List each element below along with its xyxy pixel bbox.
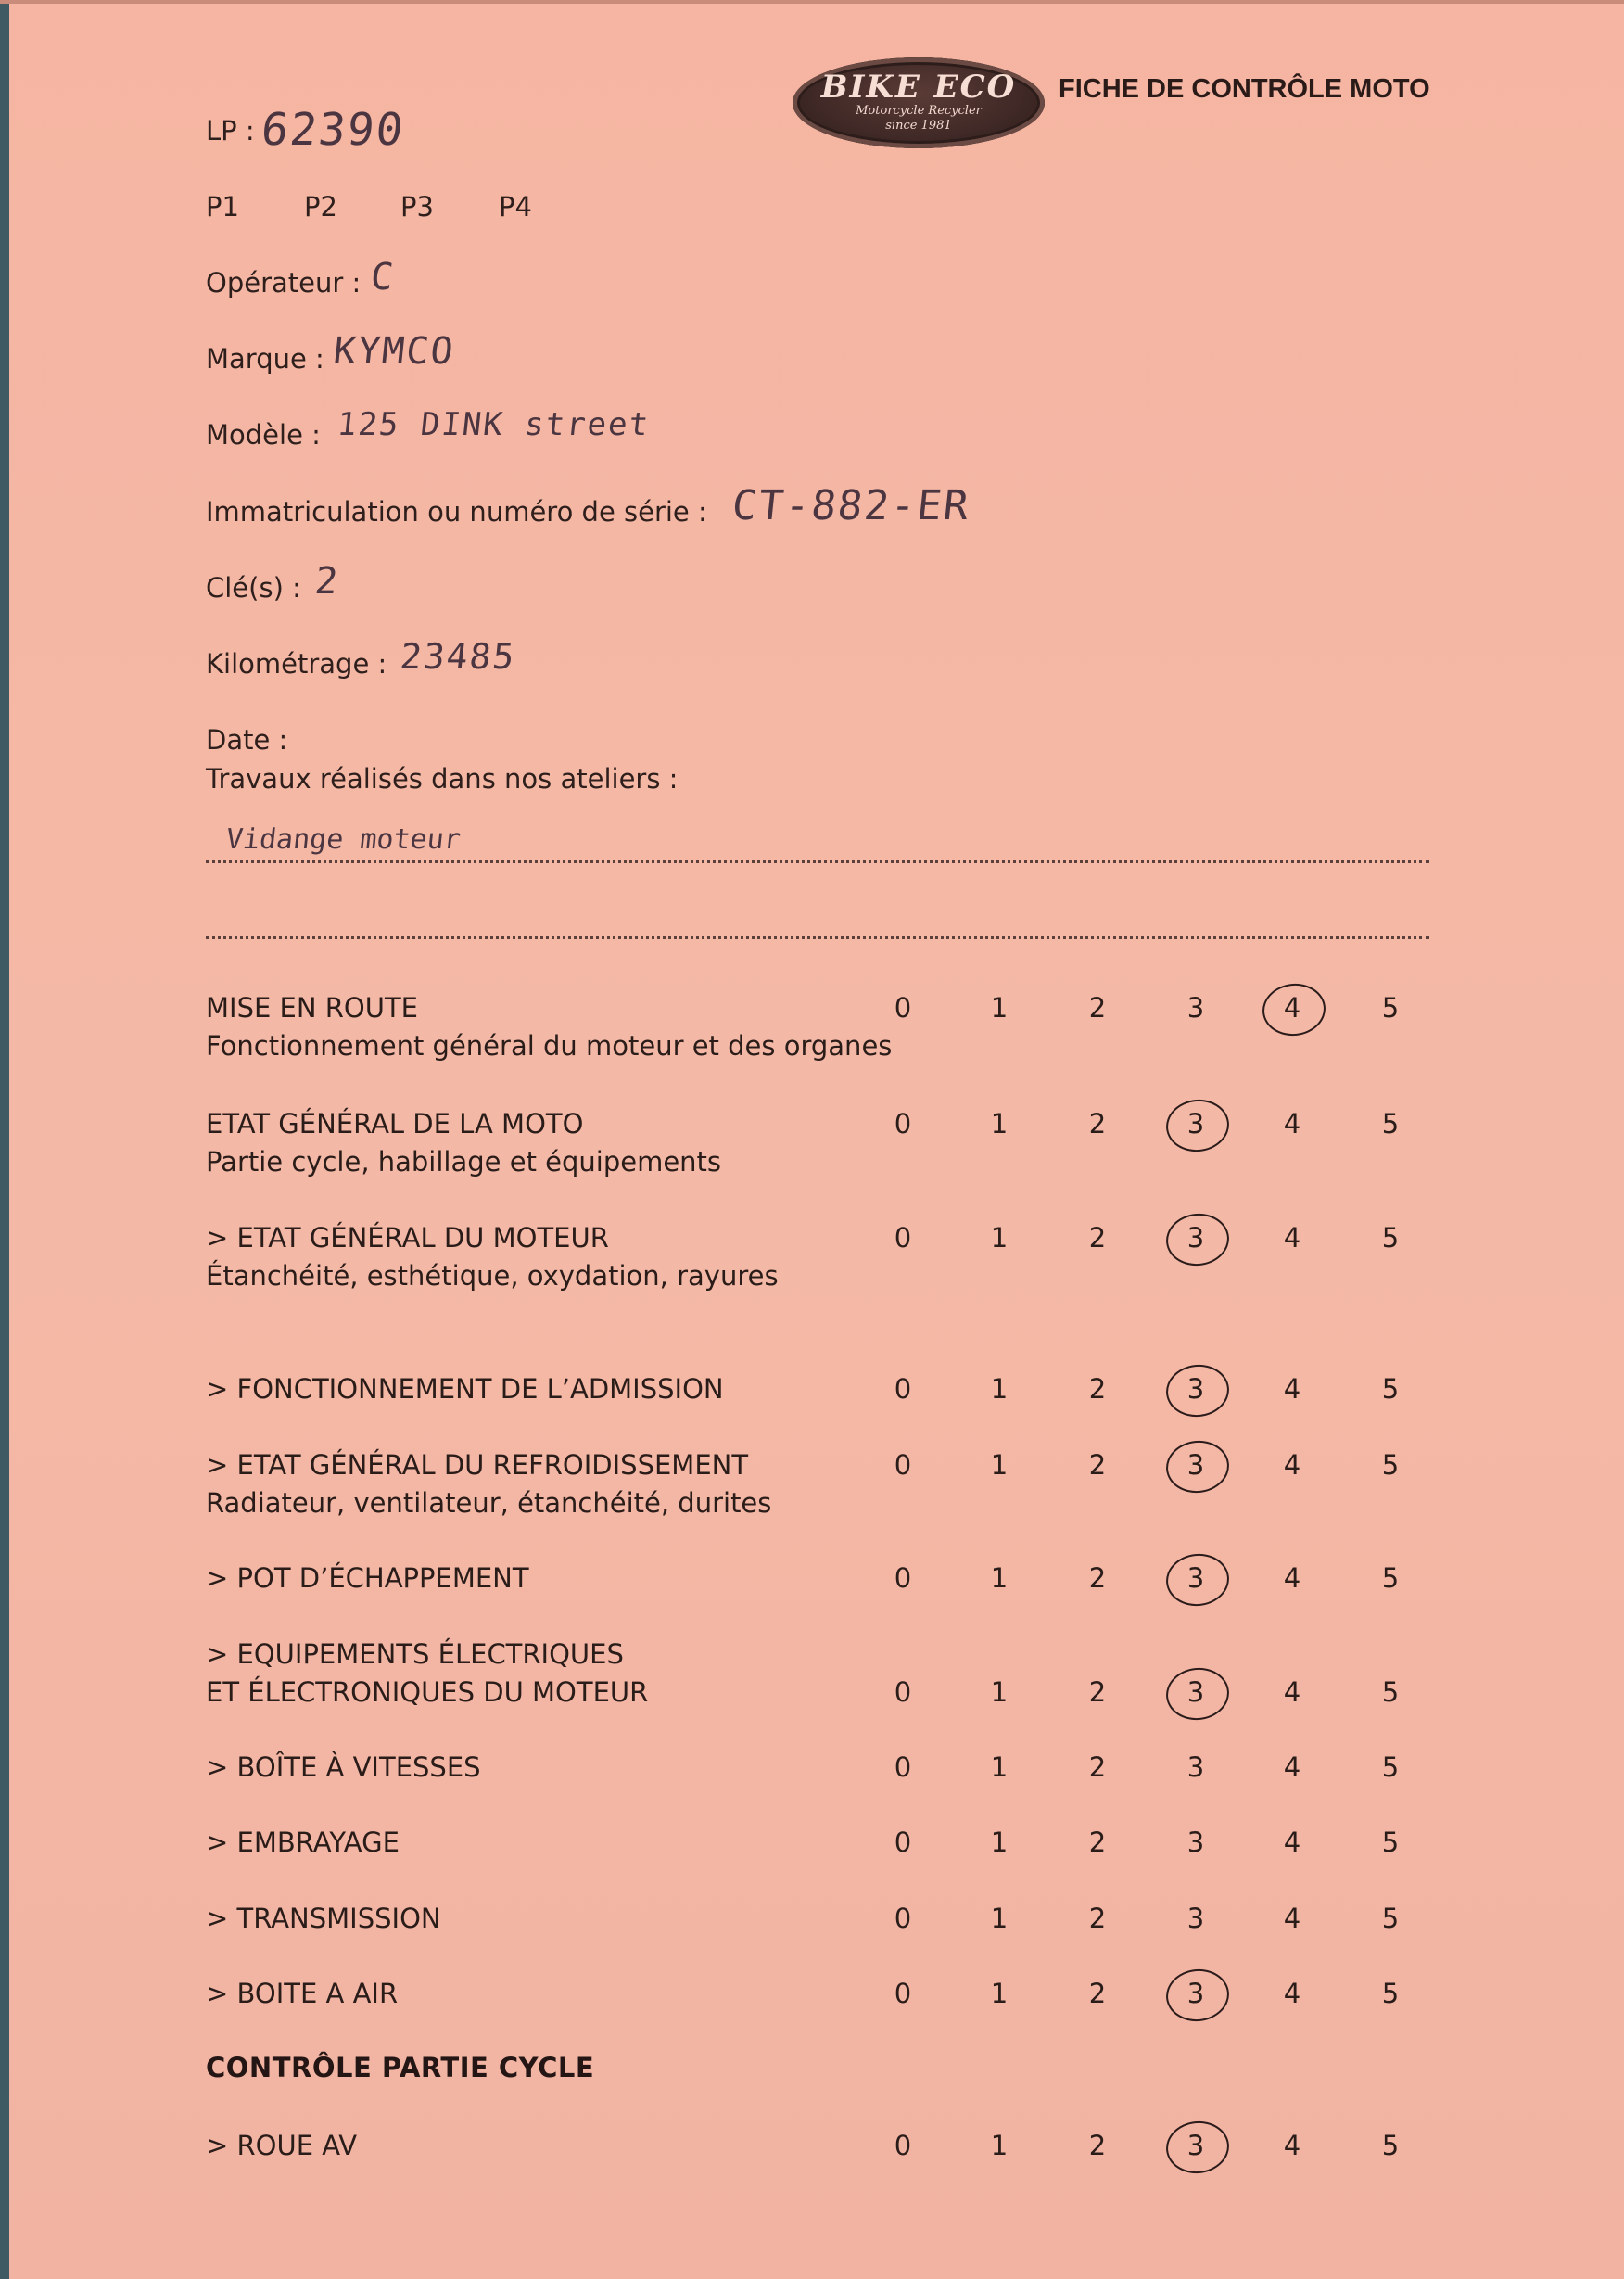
score-option[interactable]: 3 [1186,1978,1205,2009]
row-title: > POT D’ÉCHAPPEMENT [206,1562,529,1594]
position-p2: P2 [304,191,337,223]
operator-label: Opérateur : [206,267,362,299]
score-option[interactable]: 1 [990,992,1009,1024]
selected-score-circle [1163,1551,1231,1610]
model-value: 125 DINK street [335,406,653,443]
score-option[interactable]: 2 [1088,1562,1107,1594]
score-option[interactable]: 1 [990,2130,1009,2161]
score-option[interactable]: 2 [1088,1449,1107,1481]
score-option[interactable]: 4 [1283,1562,1301,1594]
score-option[interactable]: 4 [1283,1903,1301,1934]
row-subtitle: ET ÉLECTRONIQUES DU MOTEUR [206,1676,649,1708]
score-option[interactable]: 3 [1186,1449,1205,1481]
row-subtitle: Fonctionnement général du moteur et des organes [206,1030,893,1062]
score-option[interactable]: 4 [1283,1751,1301,1783]
score-option[interactable]: 5 [1381,992,1400,1024]
works-line-1 [206,860,1429,863]
score-option[interactable]: 0 [894,1903,912,1934]
works-label: Travaux réalisés dans nos ateliers : [206,763,679,795]
score-option[interactable]: 4 [1283,1449,1301,1481]
score-option[interactable]: 0 [894,1978,912,2009]
score-option[interactable]: 1 [990,1562,1009,1594]
score-option[interactable]: 4 [1283,1676,1301,1708]
score-option[interactable]: 5 [1381,1676,1400,1708]
row-title: > EMBRAYAGE [206,1827,400,1858]
lp-value: 62390 [259,104,408,156]
position-p4: P4 [499,191,532,223]
brand-label: Marque : [206,343,324,375]
score-option[interactable]: 0 [894,1562,912,1594]
selected-score-circle [1163,1665,1231,1724]
selected-score-circle [1163,1097,1231,1155]
score-option[interactable]: 3 [1186,992,1205,1024]
score-option[interactable]: 5 [1381,1903,1400,1934]
score-option[interactable]: 2 [1088,2130,1107,2161]
score-option[interactable]: 0 [894,1108,912,1140]
selected-score-circle [1163,1967,1231,2025]
score-option[interactable]: 4 [1283,1222,1301,1254]
score-option[interactable]: 2 [1088,1751,1107,1783]
score-option[interactable]: 5 [1381,2130,1400,2161]
score-option[interactable]: 4 [1283,1827,1301,1858]
brand-value: KYMCO [331,330,457,373]
score-option[interactable]: 0 [894,1449,912,1481]
row-title: > FONCTIONNEMENT DE L’ADMISSION [206,1373,724,1405]
score-option[interactable]: 0 [894,1751,912,1783]
score-option[interactable]: 5 [1381,1449,1400,1481]
score-option[interactable]: 5 [1381,1222,1400,1254]
keys-value: 2 [312,560,342,603]
score-option[interactable]: 3 [1186,1562,1205,1594]
score-option[interactable]: 2 [1088,1373,1107,1405]
row-title: > ROUE AV [206,2130,358,2161]
score-option[interactable]: 1 [990,1108,1009,1140]
score-option[interactable]: 0 [894,1373,912,1405]
keys-label: Clé(s) : [206,572,301,604]
score-option[interactable]: 1 [990,1827,1009,1858]
score-option[interactable]: 1 [990,1373,1009,1405]
score-option[interactable]: 1 [990,1449,1009,1481]
score-option[interactable]: 3 [1186,1751,1205,1783]
selected-score-circle [1163,1362,1231,1420]
score-option[interactable]: 3 [1186,1676,1205,1708]
row-title: > EQUIPEMENTS ÉLECTRIQUES [206,1638,624,1670]
score-option[interactable]: 2 [1088,1108,1107,1140]
score-option[interactable]: 2 [1088,1903,1107,1934]
score-option[interactable]: 3 [1186,1827,1205,1858]
row-title: > ETAT GÉNÉRAL DU REFROIDISSEMENT [206,1449,749,1481]
logo-since: since 1981 [885,119,952,133]
score-option[interactable]: 1 [990,1978,1009,2009]
works-line-2 [206,936,1429,939]
score-option[interactable]: 0 [894,1222,912,1254]
section-heading: CONTRÔLE PARTIE CYCLE [206,2052,595,2083]
selected-score-circle [1163,1438,1231,1496]
score-option[interactable]: 2 [1088,992,1107,1024]
score-option[interactable]: 3 [1186,1373,1205,1405]
score-option[interactable]: 1 [990,1903,1009,1934]
selected-score-circle [1163,1211,1231,1269]
operator-value: C [368,256,398,299]
logo-tagline: Motorcycle Recycler [856,104,982,118]
score-option[interactable]: 5 [1381,1751,1400,1783]
row-title: > BOITE A AIR [206,1978,399,2009]
score-option[interactable]: 0 [894,992,912,1024]
score-option[interactable]: 5 [1381,1978,1400,2009]
page-edge [0,0,9,2279]
row-title: > BOÎTE À VITESSES [206,1751,481,1783]
score-option[interactable]: 1 [990,1222,1009,1254]
works-value: Vidange moteur [224,823,463,856]
mileage-value: 23485 [398,636,518,677]
position-p1: P1 [206,191,239,223]
score-option[interactable]: 5 [1381,1373,1400,1405]
score-option[interactable]: 0 [894,1827,912,1858]
row-title: > ETAT GÉNÉRAL DU MOTEUR [206,1222,609,1254]
score-option[interactable]: 1 [990,1676,1009,1708]
bike-eco-logo [793,57,1045,148]
lp-label: LP : [206,115,255,146]
score-option[interactable]: 1 [990,1751,1009,1783]
score-option[interactable]: 3 [1186,2130,1205,2161]
mileage-label: Kilométrage : [206,648,387,680]
date-label: Date : [206,724,288,756]
score-option[interactable]: 0 [894,1676,912,1708]
score-option[interactable]: 0 [894,2130,912,2161]
score-option[interactable]: 4 [1283,1978,1301,2009]
score-option[interactable]: 2 [1088,1222,1107,1254]
row-subtitle: Étanchéité, esthétique, oxydation, rayures [206,1260,779,1292]
score-option[interactable]: 4 [1283,992,1301,1024]
score-option[interactable]: 4 [1283,2130,1301,2161]
selected-score-circle [1163,2119,1231,2177]
registration-value: CT-882-ER [730,482,973,529]
page-top-edge [0,0,1624,4]
score-option[interactable]: 5 [1381,1108,1400,1140]
row-subtitle: Radiateur, ventilateur, étanchéité, durites [206,1487,772,1519]
registration-label: Immatriculation ou numéro de série : [206,496,707,528]
document-title: FICHE DE CONTRÔLE MOTO [1059,74,1430,104]
position-p3: P3 [400,191,434,223]
score-option[interactable]: 5 [1381,1827,1400,1858]
score-option[interactable]: 3 [1186,1222,1205,1254]
row-subtitle: Partie cycle, habillage et équipements [206,1146,722,1178]
row-title: > TRANSMISSION [206,1903,441,1934]
score-option[interactable]: 2 [1088,1827,1107,1858]
selected-score-circle [1260,981,1327,1039]
row-title: MISE EN ROUTE [206,992,418,1024]
model-label: Modèle : [206,419,321,451]
logo-brand: BIKE ECO [820,69,1017,106]
score-option[interactable]: 2 [1088,1978,1107,2009]
score-option[interactable]: 3 [1186,1903,1205,1934]
score-option[interactable]: 2 [1088,1676,1107,1708]
score-option[interactable]: 4 [1283,1108,1301,1140]
row-title: ETAT GÉNÉRAL DE LA MOTO [206,1108,584,1140]
score-option[interactable]: 3 [1186,1108,1205,1140]
score-option[interactable]: 5 [1381,1562,1400,1594]
score-option[interactable]: 4 [1283,1373,1301,1405]
